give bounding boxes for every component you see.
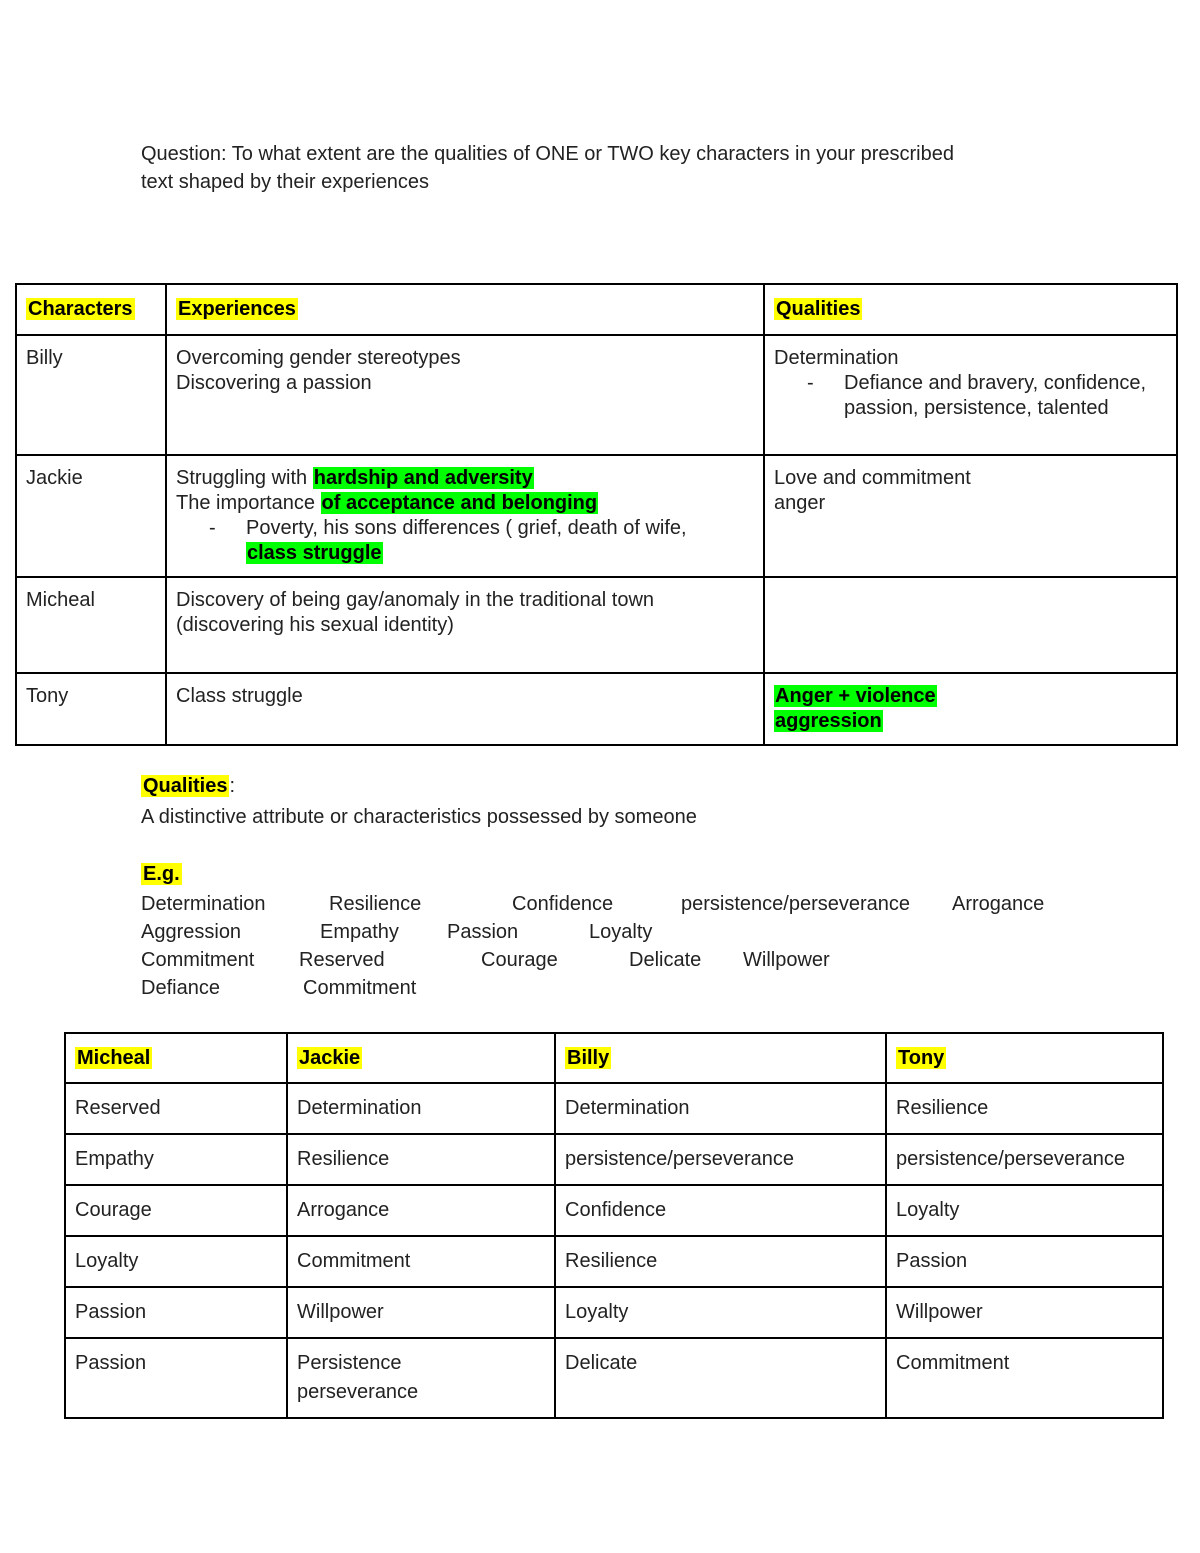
table-row: [65, 1134, 1163, 1185]
eg-heading: [141, 860, 1101, 890]
table-cell: Willpower: [886, 1287, 1163, 1338]
examples-row: [141, 890, 1101, 918]
table-cell: Loyalty: [65, 1236, 287, 1287]
header-cell: [886, 1033, 1163, 1083]
green-highlight: aggression: [775, 710, 882, 732]
example-word: Defiance: [141, 977, 220, 999]
table-cell: Resilience: [555, 1236, 886, 1287]
question-line-2: text shaped by their experiences: [141, 171, 429, 193]
header-jackie: Jackie: [299, 1047, 361, 1069]
qualities-definition: A distinctive attribute or characteristics possessed by someone: [141, 806, 697, 828]
heading-colon: :: [229, 775, 236, 797]
table-cell: Loyalty: [886, 1185, 1163, 1236]
text-run: Poverty, his sons differences ( grief, death of wife,: [246, 517, 687, 539]
bullet-item: [209, 516, 754, 566]
characters-experiences-qualities-table: [15, 283, 1178, 746]
experience-line: [176, 491, 754, 516]
header-cell: [764, 284, 1177, 335]
header-cell: [166, 284, 764, 335]
character-name: Tony: [16, 673, 166, 745]
table-row-jackie: [16, 455, 1177, 577]
qualities-section: [141, 772, 1101, 1002]
dash-bullet: -: [807, 372, 814, 394]
experience-line: Discovery of being gay/anomaly in the traditional town: [176, 589, 655, 611]
character-name: Jackie: [16, 455, 166, 577]
example-word: Confidence: [512, 893, 614, 915]
example-word: Passion: [447, 921, 519, 943]
green-highlight: hardship and adversity: [313, 467, 533, 489]
examples-row: [141, 974, 1101, 1002]
table-cell: Reserved: [65, 1083, 287, 1134]
experience-line: [176, 466, 754, 491]
green-highlight: of acceptance and belonging: [321, 492, 598, 514]
table-row-billy: [16, 335, 1177, 455]
experiences-cell: [166, 577, 764, 673]
table-cell: Resilience: [886, 1083, 1163, 1134]
example-word: Aggression: [141, 921, 242, 943]
yellow-highlight: E.g.: [143, 863, 180, 885]
table-cell: Courage: [65, 1185, 287, 1236]
experiences-cell: Class struggle: [166, 673, 764, 745]
example-word: Courage: [481, 949, 558, 971]
quality-line: Love and commitment: [774, 467, 971, 489]
header-experiences: Experiences: [178, 298, 296, 320]
table-row: [65, 1185, 1163, 1236]
experience-line: Overcoming gender stereotypes: [176, 347, 461, 369]
table-row-micheal: [16, 577, 1177, 673]
quality-line: Determination: [774, 347, 899, 369]
header-billy: Billy: [567, 1047, 610, 1069]
examples-row: [141, 918, 1101, 946]
qualities-cell: [764, 673, 1177, 745]
example-word: Determination: [141, 893, 266, 915]
header-micheal: Micheal: [77, 1047, 151, 1069]
table-cell: Willpower: [287, 1287, 555, 1338]
table-cell: Arrogance: [287, 1185, 555, 1236]
header-cell: [287, 1033, 555, 1083]
example-word: Resilience: [329, 893, 422, 915]
table-cell: Determination: [555, 1083, 886, 1134]
example-word: Loyalty: [589, 921, 653, 943]
table-cell: Confidence: [555, 1185, 886, 1236]
qualities-cell: [764, 335, 1177, 455]
experiences-cell: [166, 455, 764, 577]
text-run: The importance: [176, 492, 321, 514]
example-word: Empathy: [320, 921, 399, 943]
table-row: [65, 1338, 1163, 1418]
table-row: [65, 1287, 1163, 1338]
table-cell: Commitment: [287, 1236, 555, 1287]
experiences-cell: [166, 335, 764, 455]
table-header-row: [16, 284, 1177, 335]
quality-line: anger: [774, 492, 826, 514]
qualities-cell: [764, 455, 1177, 577]
table-cell: Delicate: [555, 1338, 886, 1418]
table-cell: Passion: [886, 1236, 1163, 1287]
example-word: Willpower: [743, 949, 830, 971]
examples-row: [141, 946, 1101, 974]
bullet-text: [246, 516, 754, 566]
table-row: [65, 1236, 1163, 1287]
green-highlight: Anger + violence: [775, 685, 936, 707]
table-row-tony: [16, 673, 1177, 745]
header-characters: Characters: [28, 298, 133, 320]
header-qualities: Qualities: [776, 298, 861, 320]
example-word: Delicate: [629, 949, 702, 971]
character-name: Micheal: [16, 577, 166, 673]
table-cell: Passion: [65, 1338, 287, 1418]
table-cell: Loyalty: [555, 1287, 886, 1338]
table-cell: Passion: [65, 1287, 287, 1338]
character-qualities-table: [64, 1032, 1164, 1419]
bullet-item: [807, 371, 1167, 421]
table-cell: Empathy: [65, 1134, 287, 1185]
table-cell: Commitment: [886, 1338, 1163, 1418]
yellow-highlight: Qualities: [143, 775, 228, 797]
example-word: Commitment: [303, 977, 417, 999]
example-word: Commitment: [141, 949, 255, 971]
table-cell: Persistence perseverance: [287, 1338, 555, 1418]
bullet-text: Defiance and bravery, confidence, passion, persistence, talented: [844, 372, 1147, 419]
header-cell: [65, 1033, 287, 1083]
example-word: Reserved: [299, 949, 385, 971]
text-run: Struggling with: [176, 467, 313, 489]
table-row: [65, 1083, 1163, 1134]
table-cell: persistence/perseverance: [886, 1134, 1163, 1185]
header-tony: Tony: [898, 1047, 945, 1069]
qualities-cell: [764, 577, 1177, 673]
header-cell: [16, 284, 166, 335]
example-word: Arrogance: [952, 893, 1045, 915]
table-cell: persistence/perseverance: [555, 1134, 886, 1185]
green-highlight: class struggle: [247, 542, 382, 564]
character-name: Billy: [16, 335, 166, 455]
example-word: persistence/perseverance: [681, 893, 911, 915]
table-cell: Determination: [287, 1083, 555, 1134]
table-cell: Resilience: [287, 1134, 555, 1185]
question-text: [141, 140, 1061, 196]
question-line-1: Question: To what extent are the qualities of ONE or TWO key characters in your prescribed: [141, 143, 954, 165]
qualities-heading: [141, 772, 1101, 801]
header-cell: [555, 1033, 886, 1083]
dash-bullet: -: [209, 517, 216, 539]
table-header-row: [65, 1033, 1163, 1083]
experience-line: (discovering his sexual identity): [176, 614, 454, 636]
experience-line: Discovering a passion: [176, 372, 372, 394]
